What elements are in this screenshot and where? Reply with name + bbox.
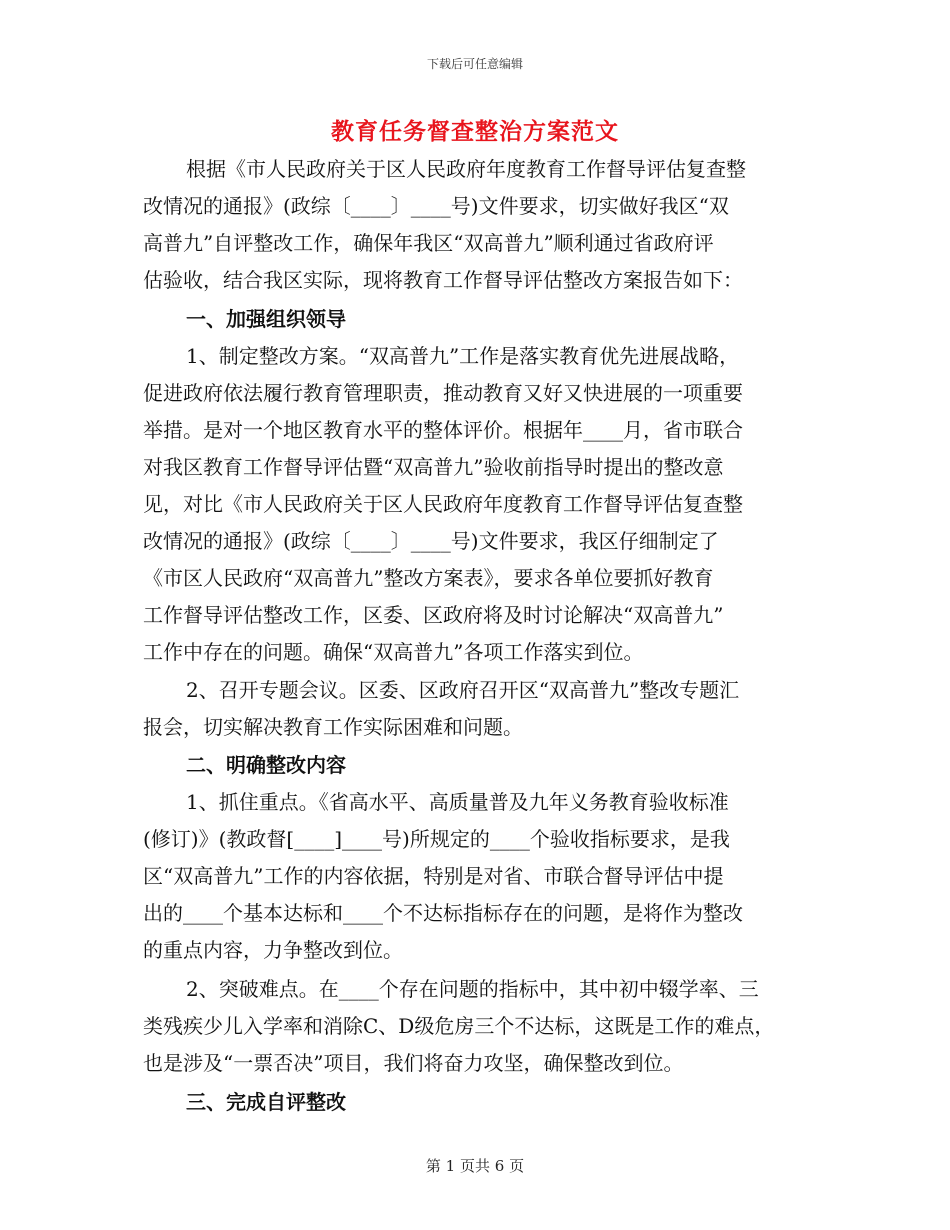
body-line: 举措。是对一个地区教育水平的整体评价。根据年____月，省市联合 <box>143 418 743 442</box>
body-line: 2、召开专题会议。区委、区政府召开区“双高普九”整改专题汇 <box>186 678 740 702</box>
body-line: 1、抓住重点。《省高水平、高质量普及九年义务教育验收标准 <box>186 790 729 814</box>
body-line: 估验收，结合我区实际，现将教育工作督导评估整改方案报告如下： <box>143 268 743 292</box>
body-line: 高普九”自评整改工作，确保年我区“双高普九”顺利通过省政府评 <box>143 231 714 255</box>
body-line: 见，对比《市人民政府关于区人民政府年度教育工作督导评估复查整 <box>143 492 743 516</box>
body-line: 对我区教育工作督导评估暨“双高普九”验收前指导时提出的整改意 <box>143 455 724 479</box>
body-line: 1、制定整改方案。“双高普九”工作是落实教育优先进展战略， <box>186 344 740 368</box>
section-heading: 三、完成自评整改 <box>186 1090 346 1114</box>
body-line: 的重点内容，力争整改到位。 <box>143 938 403 962</box>
body-line: 改情况的通报》(政综〔____〕____号)文件要求，切实做好我区“双 <box>143 194 729 218</box>
body-line: 类残疾少儿入学率和消除C、D级危房三个不达标，这既是工作的难点， <box>143 1014 775 1038</box>
page-number: 第 1 页共 6 页 <box>425 1157 525 1175</box>
body-line: 报会，切实解决教育工作实际困难和问题。 <box>143 715 523 739</box>
body-line: (修订)》(教政督[____]____号)所规定的____个验收指标要求，是我 <box>143 827 730 851</box>
document-title: 教育任务督查整治方案范文 <box>331 118 619 145</box>
body-line: 2、突破难点。在____个存在问题的指标中，其中初中辍学率、三 <box>186 977 759 1001</box>
body-line: 《市区人民政府“双高普九”整改方案表》，要求各单位要抓好教育 <box>143 566 714 590</box>
body-line: 根据《市人民政府关于区人民政府年度教育工作督导评估复查整 <box>186 157 746 181</box>
section-heading: 一、加强组织领导 <box>186 307 346 331</box>
section-heading: 二、明确整改内容 <box>186 753 346 777</box>
body-line: 也是涉及“一票否决”项目，我们将奋力攻坚，确保整改到位。 <box>143 1051 684 1075</box>
body-line: 区“双高普九”工作的内容依据，特别是对省、市联合督导评估中提 <box>143 864 724 888</box>
body-line: 出的____个基本达标和____个不达标指标存在的问题，是将作为整改 <box>143 901 743 925</box>
body-line: 工作督导评估整改工作，区委、区政府将及时讨论解决“双高普九” <box>143 603 724 627</box>
body-line: 改情况的通报》(政综〔____〕____号)文件要求，我区仔细制定了 <box>143 529 719 553</box>
page-header: 下载后可任意编辑 <box>426 57 523 71</box>
body-line: 促进政府依法履行教育管理职责，推动教育又好又快进展的一项重要 <box>143 381 743 405</box>
body-line: 工作中存在的问题。确保“双高普九”各项工作落实到位。 <box>143 640 644 664</box>
